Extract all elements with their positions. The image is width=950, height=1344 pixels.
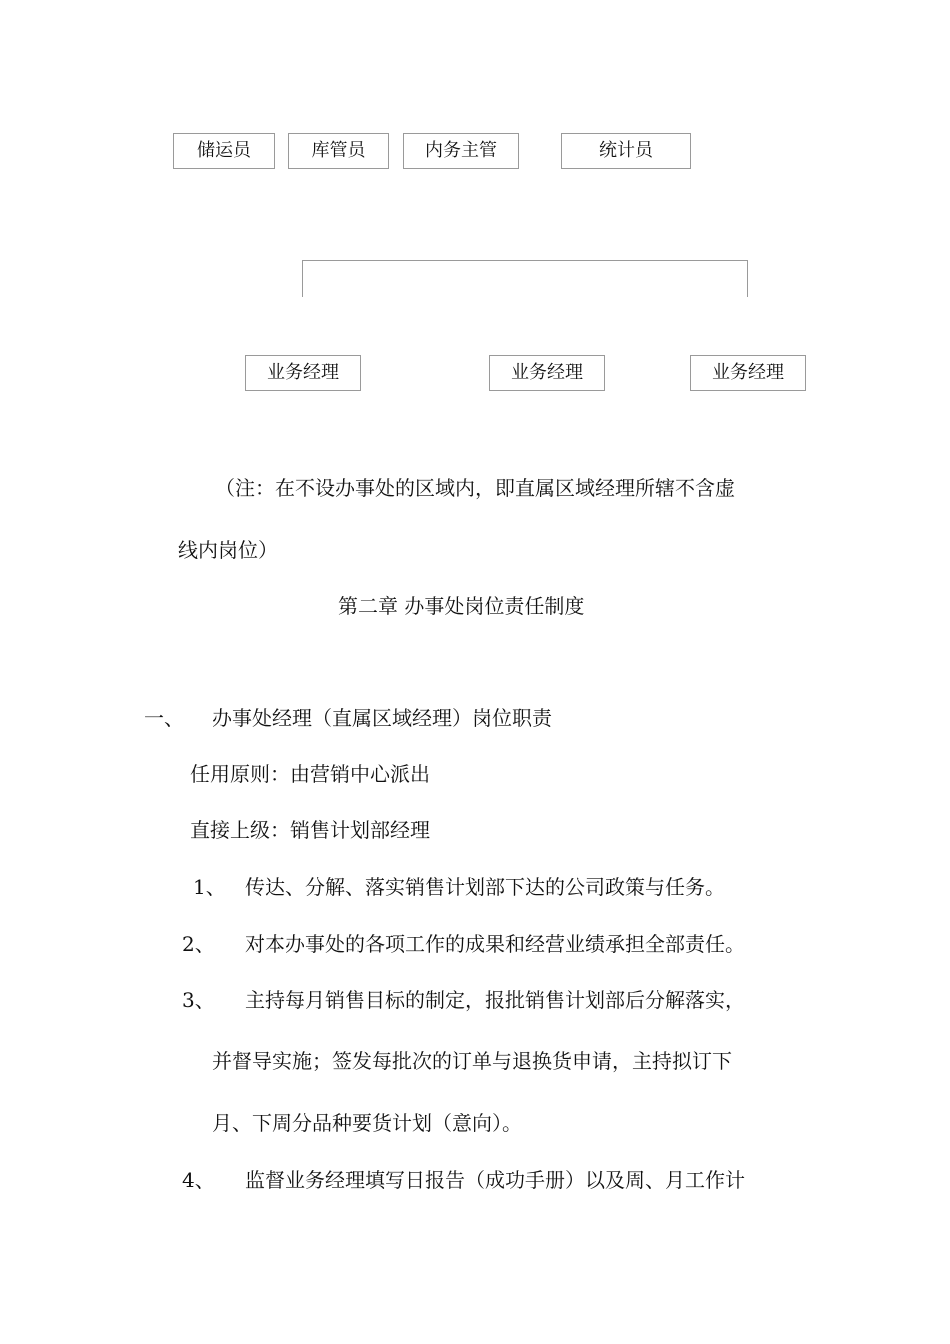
note-line-2: 线内岗位） [178,538,278,562]
item-text-line: 传达、分解、落实销售计划部下达的公司政策与任务。 [245,875,725,899]
item-number: 3、 [182,988,215,1012]
item-text-line: 月、下周分品种要货计划（意向）。 [212,1111,522,1135]
item-number: 2、 [182,932,215,956]
section-number: 一、 [144,706,184,730]
appointment-principle: 任用原则：由营销中心派出 [190,762,430,786]
chapter-title: 第二章 办事处岗位责任制度 [338,594,585,618]
item-text-line: 对本办事处的各项工作的成果和经营业绩承担全部责任。 [245,932,745,956]
org-box-storage-transport-clerk: 储运员 [173,133,275,169]
direct-superior: 直接上级：销售计划部经理 [190,818,430,842]
item-text-line: 监督业务经理填写日报告（成功手册）以及周、月工作计 [245,1168,745,1192]
org-box-statistician: 统计员 [561,133,691,169]
note-line-1: （注：在不设办事处的区域内，即直属区域经理所辖不含虚 [215,476,735,500]
section-title: 办事处经理（直属区域经理）岗位职责 [212,706,552,730]
org-box-business-manager: 业务经理 [245,355,361,391]
org-box-warehouse-keeper: 库管员 [288,133,389,169]
item-number: 1、 [193,875,226,899]
org-box-business-manager: 业务经理 [489,355,605,391]
org-box-business-manager: 业务经理 [690,355,806,391]
item-text-line: 主持每月销售目标的制定，报批销售计划部后分解落实， [245,988,745,1012]
org-connector-bracket [302,260,748,297]
item-number: 4、 [182,1168,215,1192]
org-box-internal-affairs-supervisor: 内务主管 [403,133,519,169]
item-text-line: 并督导实施；签发每批次的订单与退换货申请，主持拟订下 [212,1049,732,1073]
